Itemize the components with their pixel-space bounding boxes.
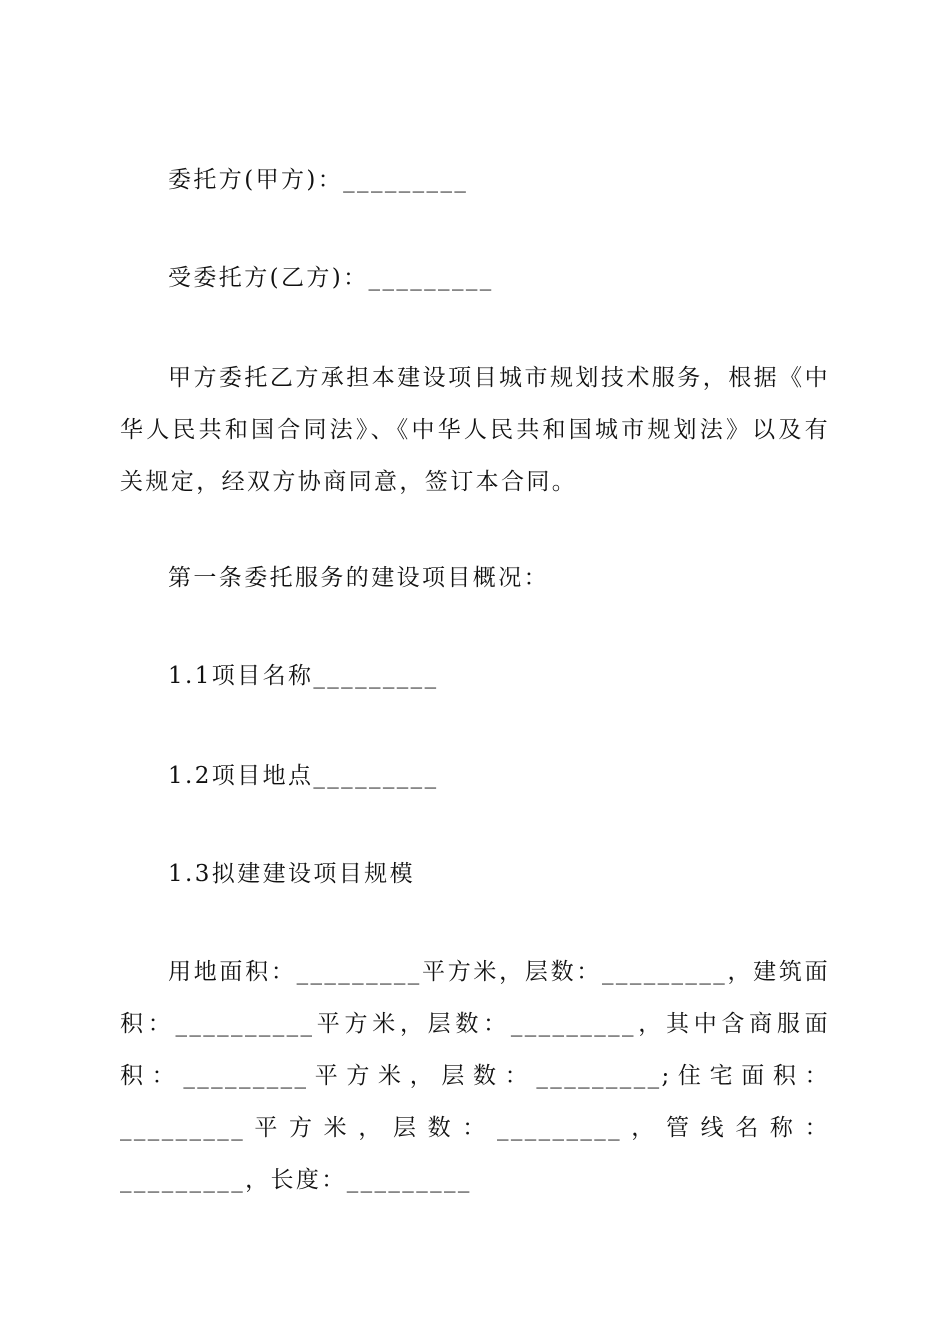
scale-details-paragraph: 用地面积：_________平方米，层数：_________，建筑面积：__________平方米，层数：_________，其中含商服面积：_________平方米，层数：_________;住宅面积：_________平方米，层数：_________，管线名称：_________，长度：_________ (120, 959, 830, 1193)
item-1-3-project-scale: 1.3拟建建设项目规模 (168, 861, 415, 887)
preamble-paragraph: 甲方委托乙方承担本建设项目城市规划技术服务，根据《中华人民共和国合同法》、《中华人民共和国城市规划法》以及有关规定，经双方协商同意，签订本合同。 (120, 365, 830, 495)
item-1-2-project-location: 1.2项目地点_________ (168, 763, 439, 789)
contractor-line: 受委托方(乙方)：_________ (168, 265, 494, 291)
item-1-1-project-name: 1.1项目名称_________ (168, 663, 439, 689)
client-line: 委托方(甲方)：_________ (168, 167, 469, 193)
article-1-heading: 第一条委托服务的建设项目概况： (168, 565, 549, 591)
